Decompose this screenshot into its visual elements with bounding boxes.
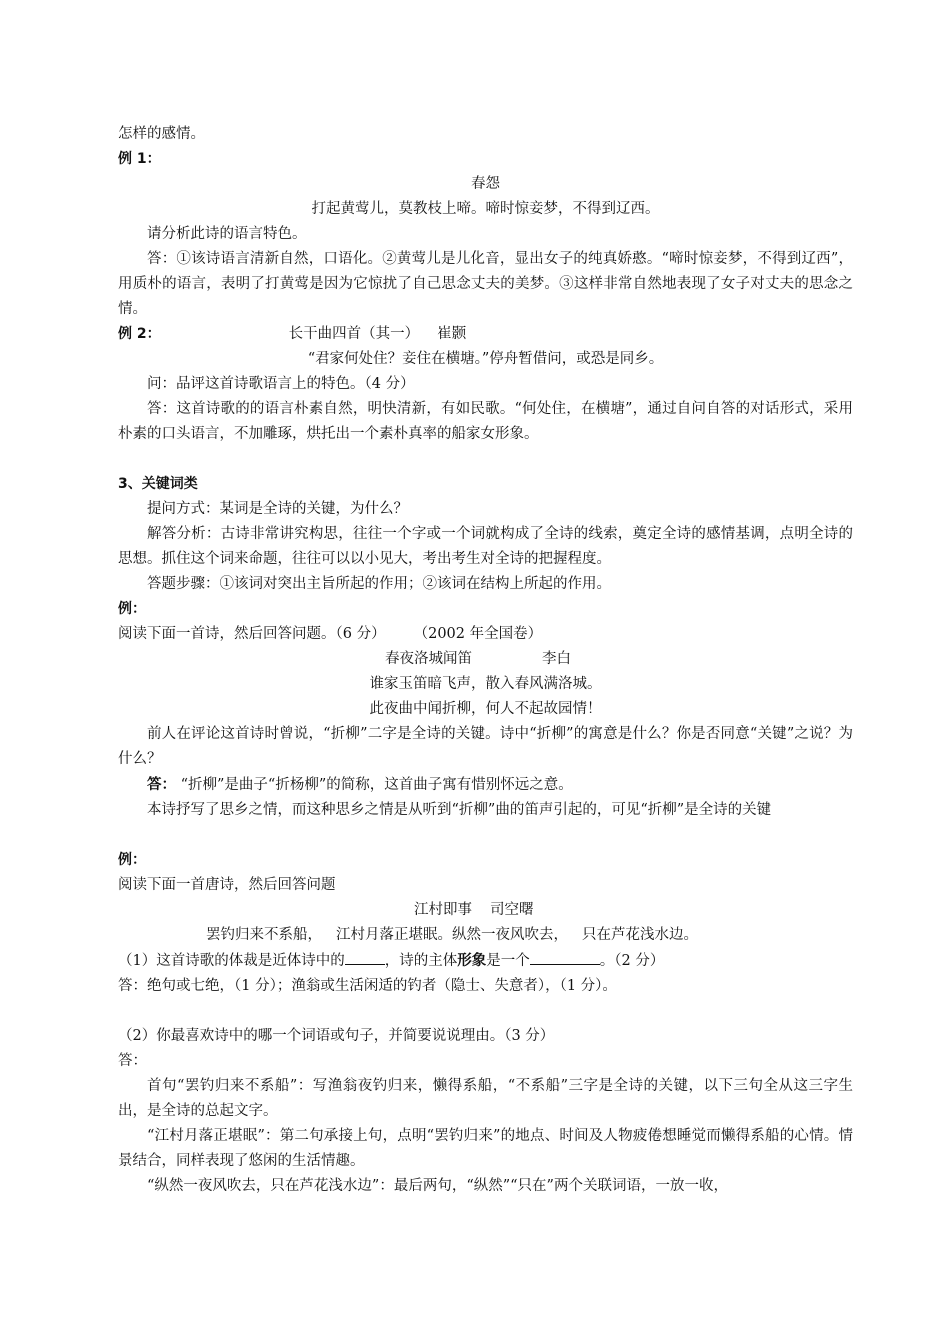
instruction-row bbox=[118, 622, 853, 647]
question-text: （1）这首诗歌的体裁是近体诗中的 bbox=[118, 953, 345, 969]
poem-title-row bbox=[118, 647, 853, 672]
example-label: 例 2： bbox=[118, 326, 161, 342]
poem-title: 长干曲四首（其一） bbox=[288, 326, 420, 342]
example-heading: 例 1： bbox=[118, 151, 161, 167]
answer-paragraph: 答：①该诗语言清新自然，口语化。②黄莺儿是儿化音，显出女子的纯真娇憨。“啼时惊妾梦，不得到辽西”，用质朴的语言，表明了打黄莺是因为它惊扰了自己思念丈夫的美梦。③这样非常自然地表现了女子对丈夫的思念之情。 bbox=[118, 251, 853, 317]
answer-blank[interactable] bbox=[345, 950, 385, 965]
question-line: 问：品评这首诗歌语言上的特色。（4 分） bbox=[147, 376, 415, 392]
poem-line-part: 江村月落正堪眠。纵然一夜风吹去， bbox=[336, 927, 568, 943]
answer-paragraph: 首句“罢钓归来不系船”：写渔翁夜钓归来，懒得系船，“不系船”三字是全诗的关键，以下三句全从这三字生出，是全诗的总起文字。 bbox=[118, 1078, 853, 1119]
example-heading: 例： bbox=[118, 601, 146, 617]
emphasis-text: 形象 bbox=[457, 952, 487, 969]
answer-paragraph: 本诗抒写了思乡之情，而这种思乡之情是从听到“折柳”曲的笛声引起的，可见“折柳”是全诗的关键 bbox=[147, 802, 772, 818]
question-line: 请分析此诗的语言特色。 bbox=[147, 226, 307, 242]
answer-paragraph: 答：这首诗歌的的语言朴素自然，明快清新，有如民歌。“何处住，在横塘”，通过自问自答的对话形式，采用朴素的口头语言，不加雕琢，烘托出一个素朴真率的船家女形象。 bbox=[118, 401, 853, 442]
question-text: ，诗的主体 bbox=[384, 953, 458, 969]
text-line: 怎样的感情。 bbox=[118, 126, 205, 142]
exam-source: （2002 年全国卷） bbox=[413, 626, 543, 642]
answer-label: 答： bbox=[147, 776, 176, 793]
answer-row bbox=[118, 772, 853, 798]
answer-blank[interactable] bbox=[530, 950, 600, 965]
poem-line: 打起黄莺儿，莫教枝上啼。啼时惊妾梦，不得到辽西。 bbox=[311, 201, 660, 217]
poem-line-row bbox=[118, 923, 853, 948]
poem-line: “君家何处住？妾住在横塘。”停舟暂借问，或恐是同乡。 bbox=[307, 351, 664, 367]
poem-line: 谁家玉笛暗飞声，散入春风满洛城。 bbox=[369, 676, 602, 692]
poem-line-part: 只在芦花浅水边。 bbox=[582, 927, 698, 943]
document-page bbox=[118, 122, 853, 1199]
analysis-paragraph: 解答分析：古诗非常讲究构思，往往一个字或一个词就构成了全诗的线索，奠定全诗的感情基调，点明全诗的思想。抓住这个词来命题，往往可以以小见大，考出考生对全诗的把握程度。 bbox=[118, 526, 853, 567]
question-paragraph: 前人在评论这首诗时曾说，“折柳”二字是全诗的关键。诗中“折柳”的寓意是什么？你是否同意“关键”之说？为什么？ bbox=[118, 726, 853, 767]
question-line: （2）你最喜欢诗中的哪一个词语或句子，并简要说说理由。（3 分） bbox=[118, 1028, 555, 1044]
poem-title: 江村即事 bbox=[414, 902, 472, 918]
poem-title: 春怨 bbox=[471, 176, 500, 192]
poem-author: 司空曙 bbox=[490, 902, 534, 918]
section-heading: 3、关键词类 bbox=[118, 476, 198, 492]
poem-title-row bbox=[118, 898, 853, 923]
poem-line: 此夜曲中闻折柳，何人不起故园情！ bbox=[369, 701, 602, 717]
instruction-text: 阅读下面一首唐诗，然后回答问题 bbox=[118, 877, 336, 893]
instruction-text: 阅读下面一首诗，然后回答问题。（6 分） bbox=[118, 626, 386, 642]
answer-paragraph: “江村月落正堪眠”：第二句承接上句，点明“罢钓归来”的地点、时间及人物疲倦想睡觉而懒得系船的心情。情景结合，同样表现了悠闲的生活情趣。 bbox=[118, 1128, 853, 1169]
question-text: 。（2 分） bbox=[599, 953, 665, 969]
question-row bbox=[118, 948, 853, 974]
text-line: 答题步骤：①该词对突出主旨所起的作用；②该词在结构上所起的作用。 bbox=[147, 576, 611, 592]
text-line: 提问方式：某词是全诗的关键，为什么？ bbox=[147, 501, 408, 517]
poem-author: 崔颢 bbox=[437, 326, 467, 342]
answer-line: 答：绝句或七绝，（1 分）；渔翁或生活闲适的钓者（隐士、失意者），（1 分）。 bbox=[118, 978, 617, 994]
answer-label: 答： bbox=[118, 1053, 147, 1069]
answer-paragraph: “纵然一夜风吹去，只在芦花浅水边”：最后两句，“纵然”“只在”两个关联词语，一放一收， bbox=[147, 1178, 728, 1194]
question-text: 是一个 bbox=[486, 953, 530, 969]
example-heading-row bbox=[118, 322, 853, 347]
answer-text: “折柳”是曲子“折杨柳”的简称，这首曲子寓有惜别怀远之意。 bbox=[180, 777, 573, 793]
poem-author: 李白 bbox=[542, 651, 571, 667]
poem-line-part: 罢钓归来不系船， bbox=[206, 927, 322, 943]
poem-title: 春夜洛城闻笛 bbox=[385, 651, 472, 667]
example-heading: 例： bbox=[118, 852, 146, 868]
